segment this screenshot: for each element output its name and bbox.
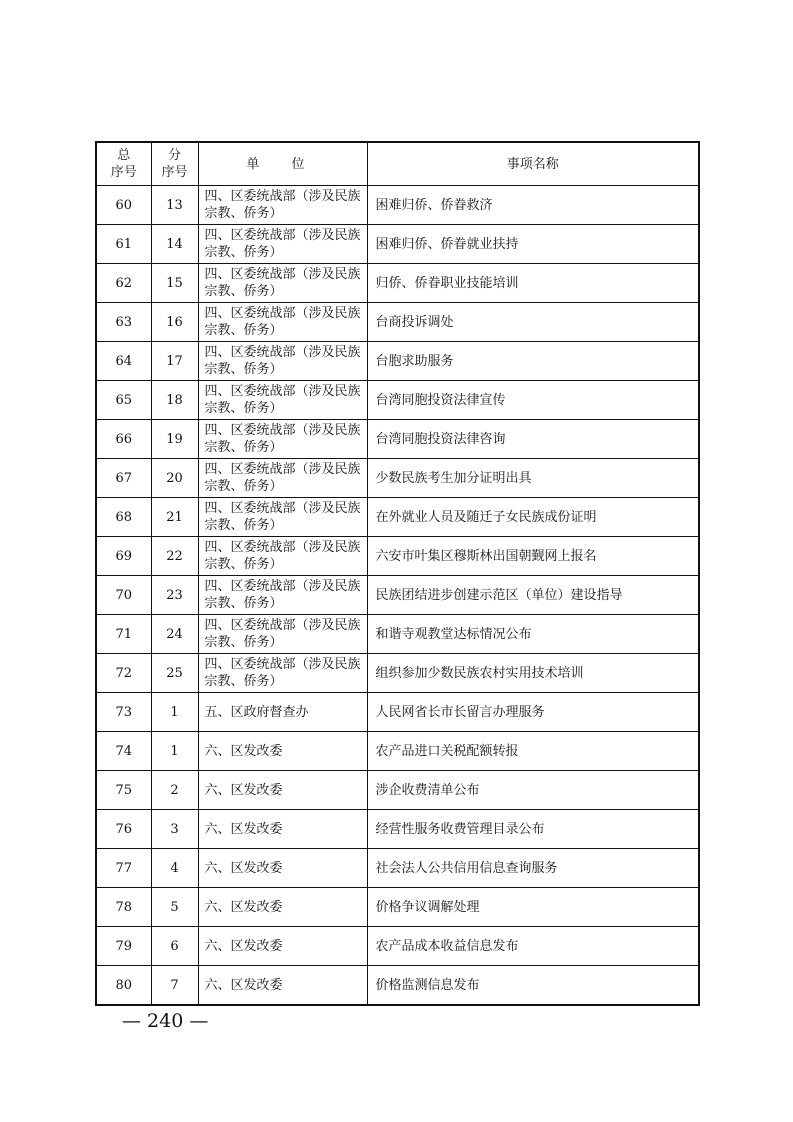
table-row	[96, 888, 699, 927]
cell-unit: 四、区委统战部（涉及民族宗教、侨务）	[198, 186, 367, 225]
cell-total-number: 76	[96, 810, 151, 849]
cell-item-name: 经营性服务收费管理目录公布	[367, 810, 699, 849]
cell-unit: 四、区委统战部（涉及民族宗教、侨务）	[198, 381, 367, 420]
cell-unit: 四、区委统战部（涉及民族宗教、侨务）	[198, 342, 367, 381]
cell-item-name: 价格监测信息发布	[367, 966, 699, 1006]
cell-item-name: 台湾同胞投资法律宣传	[367, 381, 699, 420]
cell-unit: 四、区委统战部（涉及民族宗教、侨务）	[198, 615, 367, 654]
cell-total-number: 74	[96, 732, 151, 771]
cell-item-name: 农产品成本收益信息发布	[367, 927, 699, 966]
table-row	[96, 381, 699, 420]
table-row	[96, 186, 699, 225]
table-row	[96, 303, 699, 342]
header-unit-label: 单 位	[246, 156, 319, 172]
cell-total-number: 62	[96, 264, 151, 303]
table-row	[96, 342, 699, 381]
cell-total-number: 66	[96, 420, 151, 459]
cell-sub-number: 15	[151, 264, 198, 303]
header-total-line2: 序号	[110, 165, 137, 180]
cell-item-name: 台湾同胞投资法律咨询	[367, 420, 699, 459]
table-row	[96, 693, 699, 732]
cell-sub-number: 14	[151, 225, 198, 264]
cell-total-number: 73	[96, 693, 151, 732]
cell-item-name: 困难归侨、侨眷救济	[367, 186, 699, 225]
cell-total-number: 67	[96, 459, 151, 498]
cell-sub-number: 16	[151, 303, 198, 342]
table-row	[96, 420, 699, 459]
cell-item-name: 和谐寺观教堂达标情况公布	[367, 615, 699, 654]
cell-unit: 六、区发改委	[198, 732, 367, 771]
cell-unit: 六、区发改委	[198, 966, 367, 1006]
cell-sub-number: 3	[151, 810, 198, 849]
cell-total-number: 71	[96, 615, 151, 654]
header-item-label: 事项名称	[506, 156, 559, 172]
cell-unit: 六、区发改委	[198, 927, 367, 966]
cell-unit: 四、区委统战部（涉及民族宗教、侨务）	[198, 537, 367, 576]
table-row	[96, 927, 699, 966]
header-sub-number	[151, 142, 198, 186]
page-number: — 240 —	[122, 1010, 209, 1032]
table-body	[96, 186, 699, 1006]
cell-sub-number: 23	[151, 576, 198, 615]
cell-total-number: 65	[96, 381, 151, 420]
header-total-line1: 总	[117, 148, 131, 163]
cell-total-number: 78	[96, 888, 151, 927]
table-row	[96, 654, 699, 693]
cell-sub-number: 6	[151, 927, 198, 966]
cell-unit: 六、区发改委	[198, 888, 367, 927]
table-row	[96, 498, 699, 537]
cell-sub-number: 22	[151, 537, 198, 576]
cell-total-number: 60	[96, 186, 151, 225]
cell-sub-number: 17	[151, 342, 198, 381]
cell-unit: 四、区委统战部（涉及民族宗教、侨务）	[198, 576, 367, 615]
header-sub-line1: 分	[167, 148, 181, 163]
cell-item-name: 价格争议调解处理	[367, 888, 699, 927]
cell-unit: 四、区委统战部（涉及民族宗教、侨务）	[198, 264, 367, 303]
table-row	[96, 459, 699, 498]
cell-item-name: 组织参加少数民族农村实用技术培训	[367, 654, 699, 693]
cell-total-number: 69	[96, 537, 151, 576]
cell-sub-number: 25	[151, 654, 198, 693]
cell-item-name: 涉企收费清单公布	[367, 771, 699, 810]
cell-unit: 六、区发改委	[198, 849, 367, 888]
cell-item-name: 农产品进口关税配额转报	[367, 732, 699, 771]
service-items-table	[95, 141, 700, 1006]
cell-unit: 四、区委统战部（涉及民族宗教、侨务）	[198, 498, 367, 537]
cell-unit: 四、区委统战部（涉及民族宗教、侨务）	[198, 303, 367, 342]
cell-total-number: 79	[96, 927, 151, 966]
cell-total-number: 72	[96, 654, 151, 693]
cell-item-name: 少数民族考生加分证明出具	[367, 459, 699, 498]
cell-unit: 四、区委统战部（涉及民族宗教、侨务）	[198, 654, 367, 693]
cell-unit: 四、区委统战部（涉及民族宗教、侨务）	[198, 459, 367, 498]
table-row	[96, 576, 699, 615]
cell-sub-number: 20	[151, 459, 198, 498]
header-unit	[198, 142, 367, 186]
cell-sub-number: 21	[151, 498, 198, 537]
cell-item-name: 归侨、侨眷职业技能培训	[367, 264, 699, 303]
table-row	[96, 615, 699, 654]
cell-sub-number: 18	[151, 381, 198, 420]
cell-sub-number: 1	[151, 732, 198, 771]
cell-item-name: 困难归侨、侨眷就业扶持	[367, 225, 699, 264]
table-row	[96, 966, 699, 1006]
header-total-number	[96, 142, 151, 186]
cell-unit: 六、区发改委	[198, 810, 367, 849]
header-sub-line2: 序号	[161, 165, 188, 180]
cell-total-number: 70	[96, 576, 151, 615]
cell-sub-number: 1	[151, 693, 198, 732]
cell-unit: 六、区发改委	[198, 771, 367, 810]
cell-total-number: 63	[96, 303, 151, 342]
cell-item-name: 人民网省长市长留言办理服务	[367, 693, 699, 732]
cell-unit: 五、区政府督查办	[198, 693, 367, 732]
cell-unit: 四、区委统战部（涉及民族宗教、侨务）	[198, 225, 367, 264]
cell-total-number: 61	[96, 225, 151, 264]
cell-sub-number: 19	[151, 420, 198, 459]
table-row	[96, 732, 699, 771]
cell-sub-number: 2	[151, 771, 198, 810]
cell-sub-number: 7	[151, 966, 198, 1006]
cell-sub-number: 5	[151, 888, 198, 927]
cell-total-number: 75	[96, 771, 151, 810]
table-row	[96, 225, 699, 264]
cell-item-name: 台胞求助服务	[367, 342, 699, 381]
cell-total-number: 77	[96, 849, 151, 888]
cell-item-name: 在外就业人员及随迁子女民族成份证明	[367, 498, 699, 537]
table-row	[96, 771, 699, 810]
table-row	[96, 537, 699, 576]
table-row	[96, 264, 699, 303]
cell-sub-number: 4	[151, 849, 198, 888]
cell-unit: 四、区委统战部（涉及民族宗教、侨务）	[198, 420, 367, 459]
cell-total-number: 80	[96, 966, 151, 1006]
cell-sub-number: 24	[151, 615, 198, 654]
cell-item-name: 社会法人公共信用信息查询服务	[367, 849, 699, 888]
cell-item-name: 民族团结进步创建示范区（单位）建设指导	[367, 576, 699, 615]
cell-sub-number: 13	[151, 186, 198, 225]
cell-item-name: 六安市叶集区穆斯林出国朝觐网上报名	[367, 537, 699, 576]
cell-total-number: 68	[96, 498, 151, 537]
table-row	[96, 849, 699, 888]
cell-total-number: 64	[96, 342, 151, 381]
header-item-name	[367, 142, 699, 186]
table-header-row	[96, 142, 699, 186]
table-row	[96, 810, 699, 849]
cell-item-name: 台商投诉调处	[367, 303, 699, 342]
